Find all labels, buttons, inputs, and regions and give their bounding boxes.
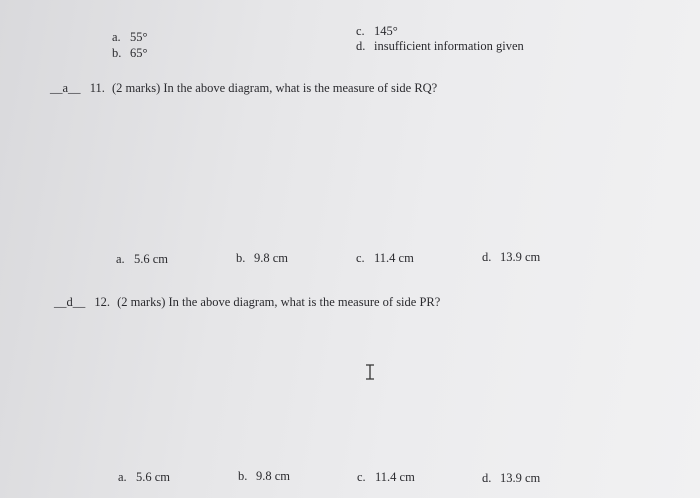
option-label: b. <box>236 251 246 265</box>
answer-blank: __a__ <box>50 81 81 95</box>
q11-question <box>50 81 437 96</box>
q11-option-c <box>356 251 414 266</box>
question-number: 12. <box>94 295 110 309</box>
option-label: b. <box>238 469 248 483</box>
question-text: (2 marks) In the above diagram, what is the measure of side RQ? <box>111 81 438 95</box>
text-cursor-icon <box>365 364 375 380</box>
option-text: 65° <box>130 46 148 60</box>
option-text: 13.9 cm <box>500 471 541 485</box>
question-text: (2 marks) In the above diagram, what is the measure of side PR? <box>117 295 441 309</box>
option-text: insufficient information given <box>374 39 524 53</box>
q11-option-b <box>236 251 288 266</box>
q12-option-b <box>238 469 290 484</box>
option-text: 11.4 cm <box>374 251 414 265</box>
q10-option-c <box>356 24 398 39</box>
q11-option-d <box>482 250 540 265</box>
q10-option-b <box>112 46 148 61</box>
q12-question <box>54 295 440 310</box>
q10-option-a <box>112 30 148 45</box>
option-text: 55° <box>130 30 148 44</box>
q11-option-a <box>116 252 168 267</box>
question-number: 11. <box>89 81 105 95</box>
q12-option-d <box>482 471 540 486</box>
option-label: d. <box>482 250 492 264</box>
option-text: 5.6 cm <box>136 470 171 484</box>
option-text: 9.8 cm <box>256 469 291 483</box>
option-text: 5.6 cm <box>134 252 169 266</box>
option-label: b. <box>112 46 122 60</box>
option-label: a. <box>116 252 125 266</box>
option-label: c. <box>357 470 366 484</box>
option-text: 13.9 cm <box>500 250 541 264</box>
option-label: a. <box>118 470 127 484</box>
option-text: 145° <box>374 24 398 38</box>
answer-blank: __d__ <box>54 295 86 309</box>
option-label: a. <box>112 30 121 44</box>
q12-option-a <box>118 470 170 485</box>
option-text: 11.4 cm <box>375 470 415 484</box>
option-label: c. <box>356 24 365 38</box>
option-label: d. <box>482 471 492 485</box>
option-label: c. <box>356 251 365 265</box>
q12-option-c <box>357 470 415 485</box>
option-text: 9.8 cm <box>254 251 289 265</box>
q10-option-d <box>356 39 524 54</box>
option-label: d. <box>356 39 366 53</box>
